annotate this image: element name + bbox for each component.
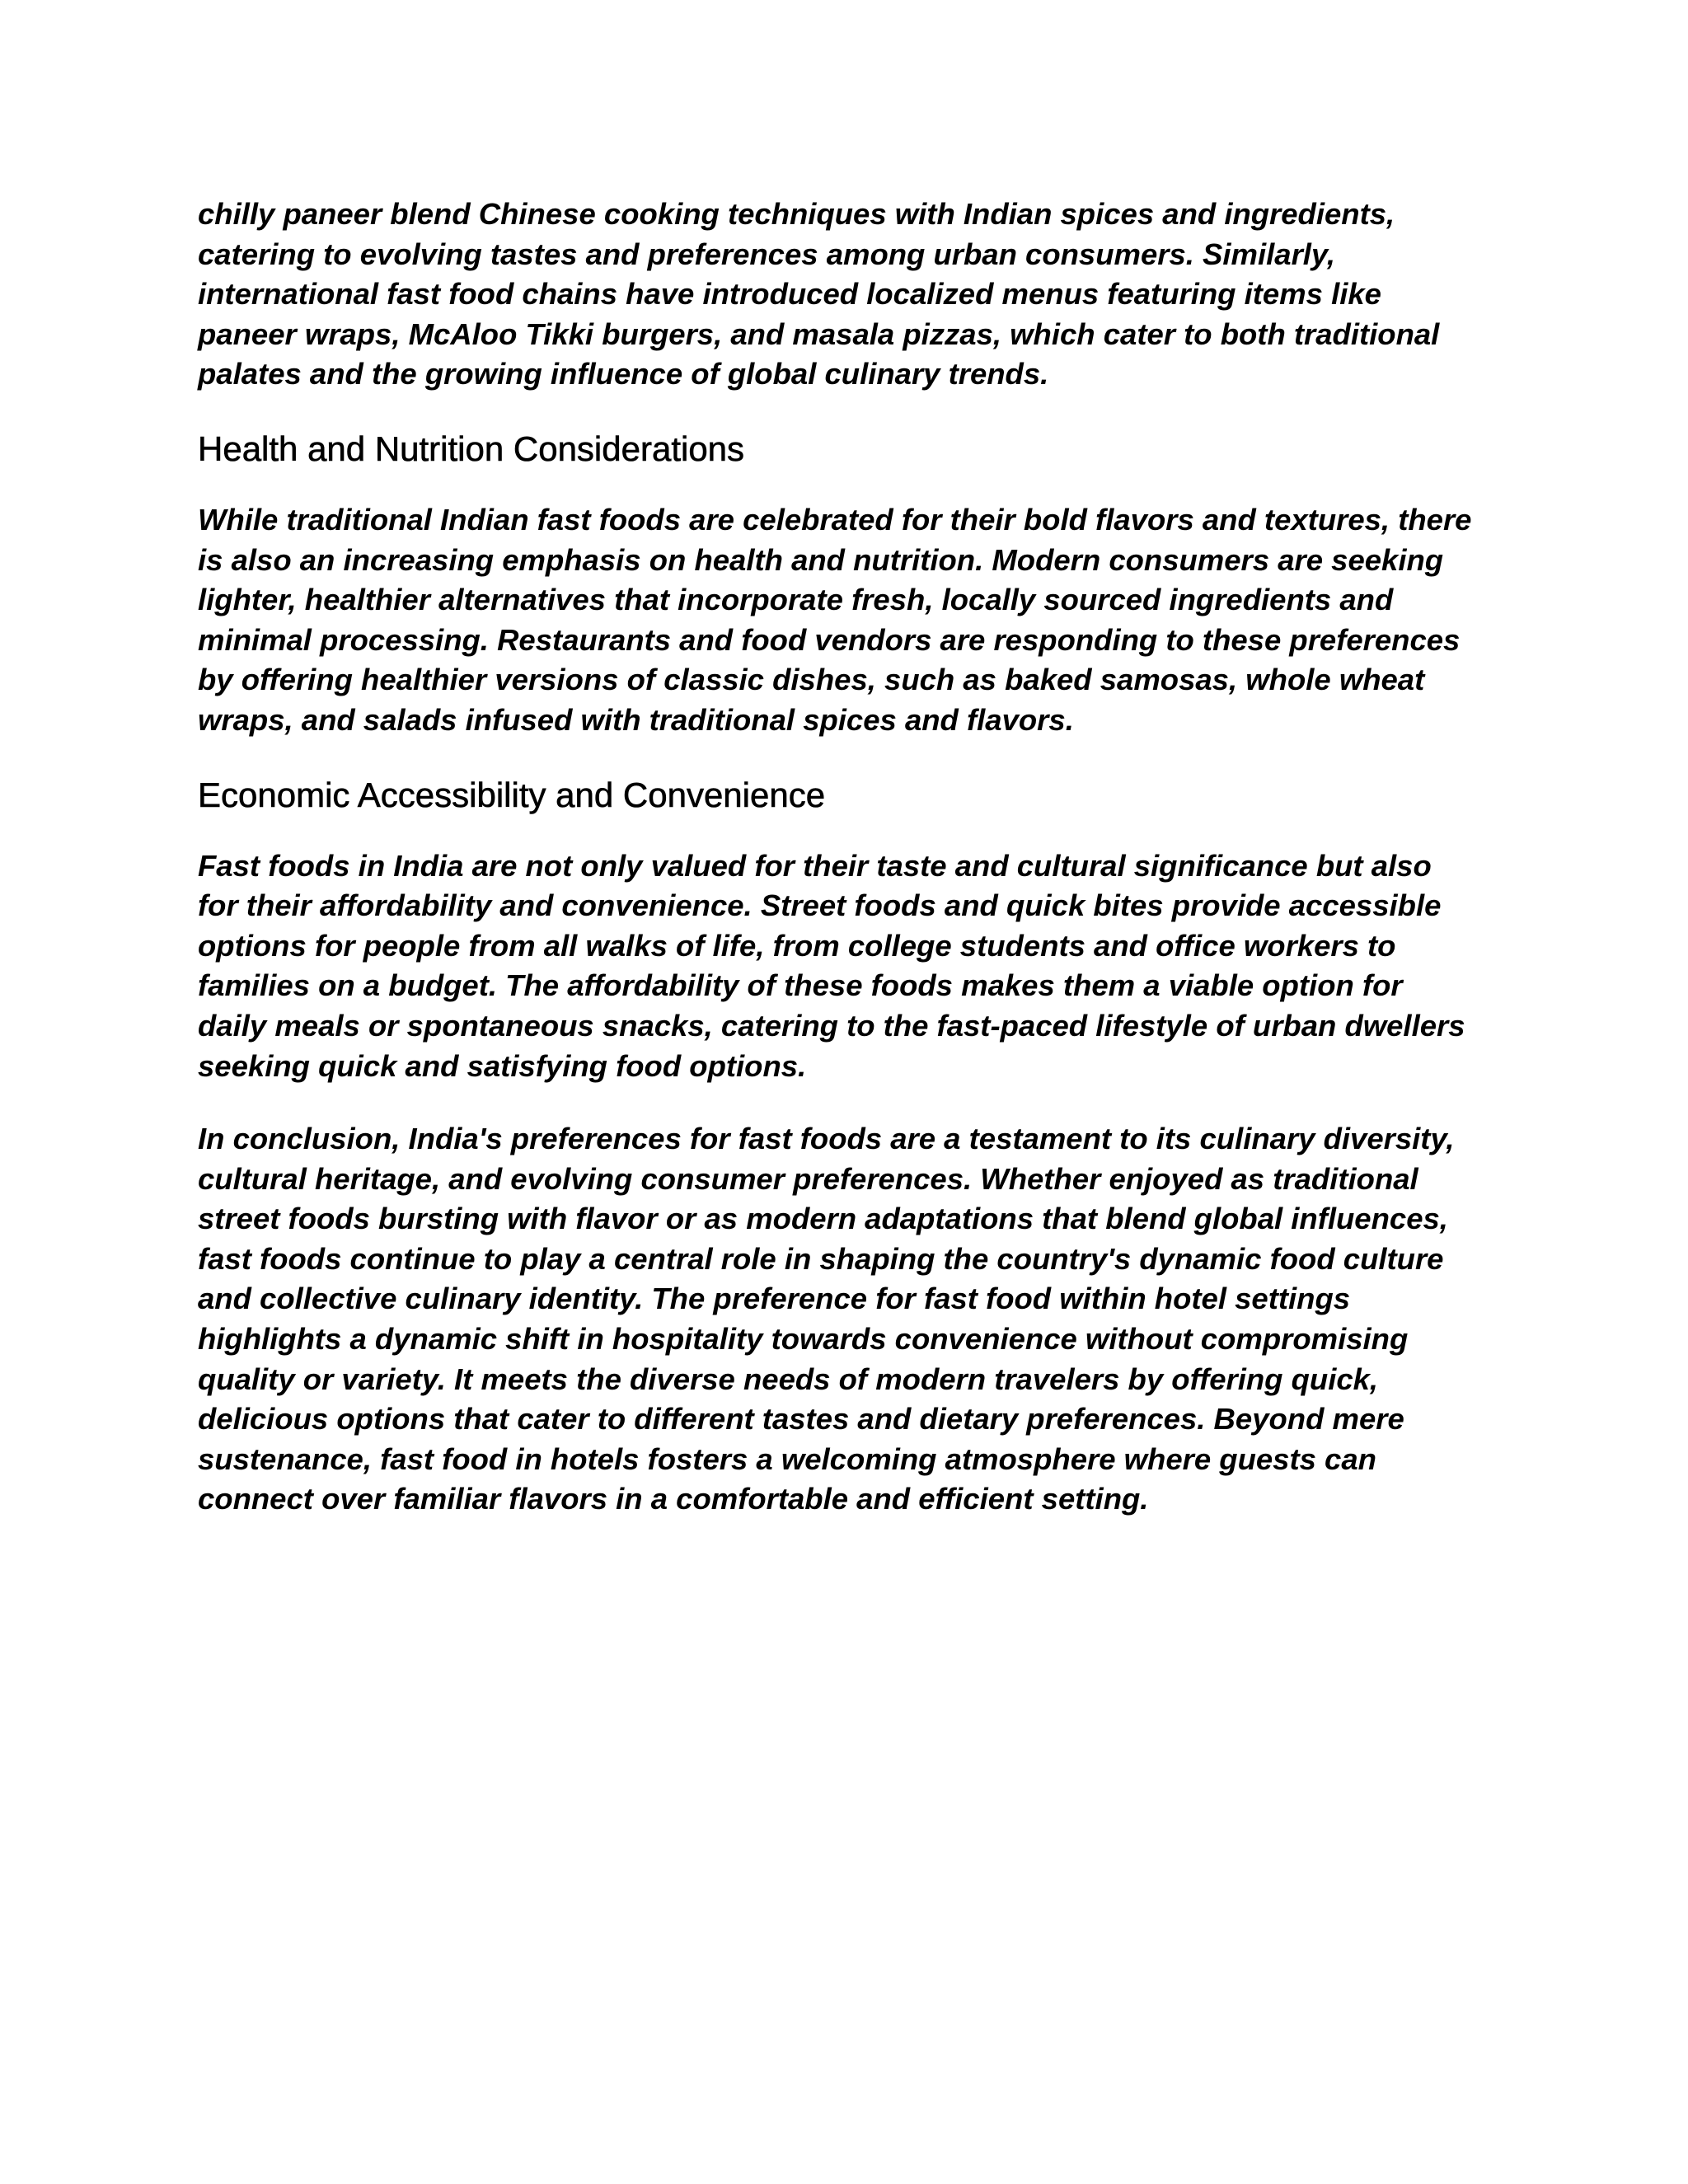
paragraph-line: quality or variety. It meets the diverse needs of modern travelers by offering quick, <box>198 1361 1379 1396</box>
paragraph-line: international fast food chains have introduced localized menus featuring items like <box>198 277 1381 312</box>
paragraph-line: is also an increasing emphasis on health and nutrition. Modern consumers are seeking <box>198 542 1444 577</box>
paragraph-line: cultural heritage, and evolving consumer preferences. Whether enjoyed as traditional <box>198 1161 1418 1196</box>
section-heading-economic: Economic Accessibility and Convenience <box>198 775 826 814</box>
paragraph-line: by offering healthier versions of classic dishes, such as baked samosas, whole wheat <box>198 663 1425 697</box>
paragraph-line: wraps, and salads infused with traditional spices and flavors. <box>198 702 1074 737</box>
section-heading-health: Health and Nutrition Considerations <box>198 429 745 468</box>
paragraph-line: While traditional Indian fast foods are celebrated for their bold flavors and textures, there <box>198 502 1472 537</box>
paragraph-line: fast foods continue to play a central role in shaping the country's dynamic food culture <box>198 1241 1444 1276</box>
paragraph-line: seeking quick and satisfying food options. <box>198 1048 807 1083</box>
page-content <box>198 194 1517 1520</box>
paragraph-line: street foods bursting with flavor or as modern adaptations that blend global influences, <box>198 1202 1448 1236</box>
paragraph-line: highlights a dynamic shift in hospitality towards convenience without compromising <box>198 1322 1409 1357</box>
paragraph-line: connect over familiar flavors in a comfortable and efficient setting. <box>198 1482 1149 1516</box>
paragraph-line: options for people from all walks of life, from college students and office workers to <box>198 928 1396 963</box>
paragraph-line: and collective culinary identity. The preference for fast food within hotel settings <box>198 1282 1351 1316</box>
economic-paragraph <box>198 846 1517 1087</box>
paragraph-line: delicious options that cater to different tastes and dietary preferences. Beyond mere <box>198 1402 1404 1436</box>
intro-paragraph <box>198 194 1517 395</box>
conclusion-paragraph <box>198 1119 1517 1520</box>
paragraph-line: Fast foods in India are not only valued for their taste and cultural significance but also <box>198 848 1432 883</box>
paragraph-line: catering to evolving tastes and preferences among urban consumers. Similarly, <box>198 237 1335 271</box>
health-paragraph <box>198 500 1517 741</box>
paragraph-line: for their affordability and convenience. Street foods and quick bites provide accessible <box>198 888 1442 923</box>
paragraph-line: sustenance, fast food in hotels fosters a welcoming atmosphere where guests can <box>198 1441 1376 1476</box>
paragraph-line: families on a budget. The affordability of these foods makes them a viable option for <box>198 968 1403 1003</box>
paragraph-line: chilly paneer blend Chinese cooking techniques with Indian spices and ingredients, <box>198 197 1395 231</box>
paragraph-line: In conclusion, India's preferences for fast foods are a testament to its culinary diversity, <box>198 1122 1455 1156</box>
paragraph-line: minimal processing. Restaurants and food vendors are responding to these preferences <box>198 622 1461 657</box>
paragraph-line: paneer wraps, McAloo Tikki burgers, and masala pizzas, which cater to both traditional <box>198 316 1440 351</box>
paragraph-line: lighter, healthier alternatives that incorporate fresh, locally sourced ingredients and <box>198 583 1394 617</box>
paragraph-line: palates and the growing influence of global culinary trends. <box>198 357 1049 391</box>
paragraph-line: daily meals or spontaneous snacks, catering to the fast-paced lifestyle of urban dwellers <box>198 1008 1465 1043</box>
